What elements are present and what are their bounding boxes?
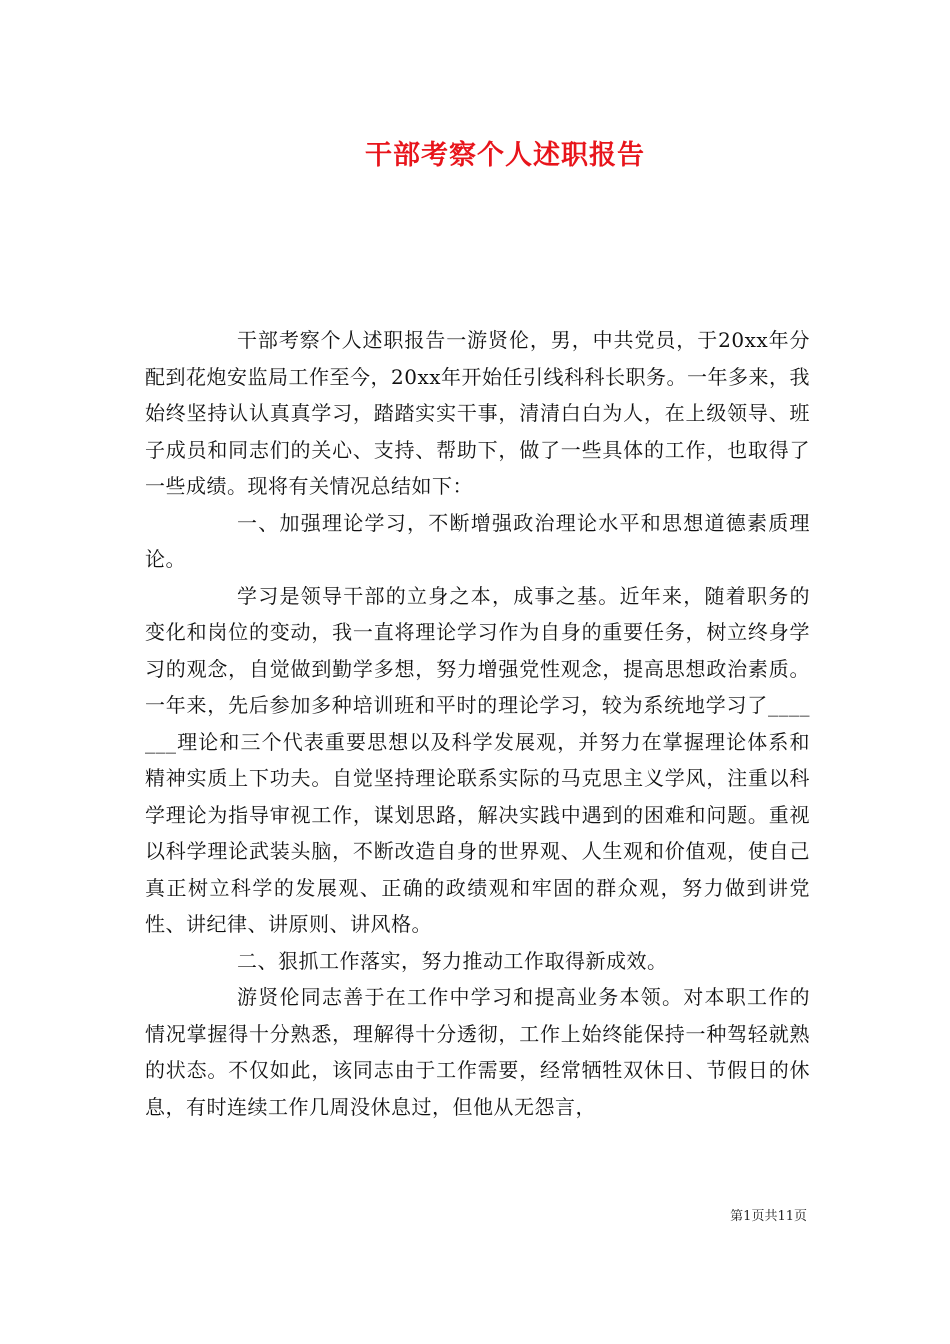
document-title: 干部考察个人述职报告: [365, 140, 645, 171]
paragraph-work: 游贤伦同志善于在工作中学习和提高业务本领。对本职工作的情况掌握得十分熟悉，理解得十分透彻，工作上始终能保持一种驾轻就熟的状态。不仅如此，该同志由于工作需要，经常牺牲双休日、节假日的休息，有时连续工作几周没休息过，但他从无怨言，: [145, 985, 810, 1119]
section-heading-1: 一、加强理论学习，不断增强政治理论水平和思想道德素质理论。: [145, 510, 810, 571]
section-heading-2: 二、狠抓工作落实，努力推动工作取得新成效。: [237, 948, 668, 973]
page-number-footer: 第1页共11页: [730, 1209, 807, 1224]
paragraph-study: 学习是领导干部的立身之本，成事之基。近年来，随着职务的变化和岗位的变动，我一直将理论学习作为自身的重要任务，树立终身学习的观念，自觉做到勤学多想，努力增强党性观念，提高思想政治素质。一年来，先后参加多种培训班和平时的理论学习，较为系统地学习了_______理论和三个代表重要思想以及科学发展观，并努力在掌握理论体系和精神实质上下功夫。自觉坚持理论联系实际的马克思主义学风，注重以科学理论为指导审视工作，谋划思路，解决实践中遇到的困难和问题。重视以科学理论武装头脑，不断改造自身的世界观、人生观和价值观，使自己真正树立科学的发展观、正确的政绩观和牢固的群众观，努力做到讲党性、讲纪律、讲原则、讲风格。: [145, 583, 810, 936]
document-body: [145, 322, 810, 1125]
paragraph-intro: 干部考察个人述职报告一游贤伦，男，中共党员，于20xx年分配到花炮安监局工作至今，20xx年开始任引线科科长职务。一年多来，我始终坚持认认真真学习，踏踏实实干事，清清白白为人，在上级领导、班子成员和同志们的关心、支持、帮助下，做了一些具体的工作，也取得了一些成绩。现将有关情况总结如下：: [145, 328, 811, 498]
